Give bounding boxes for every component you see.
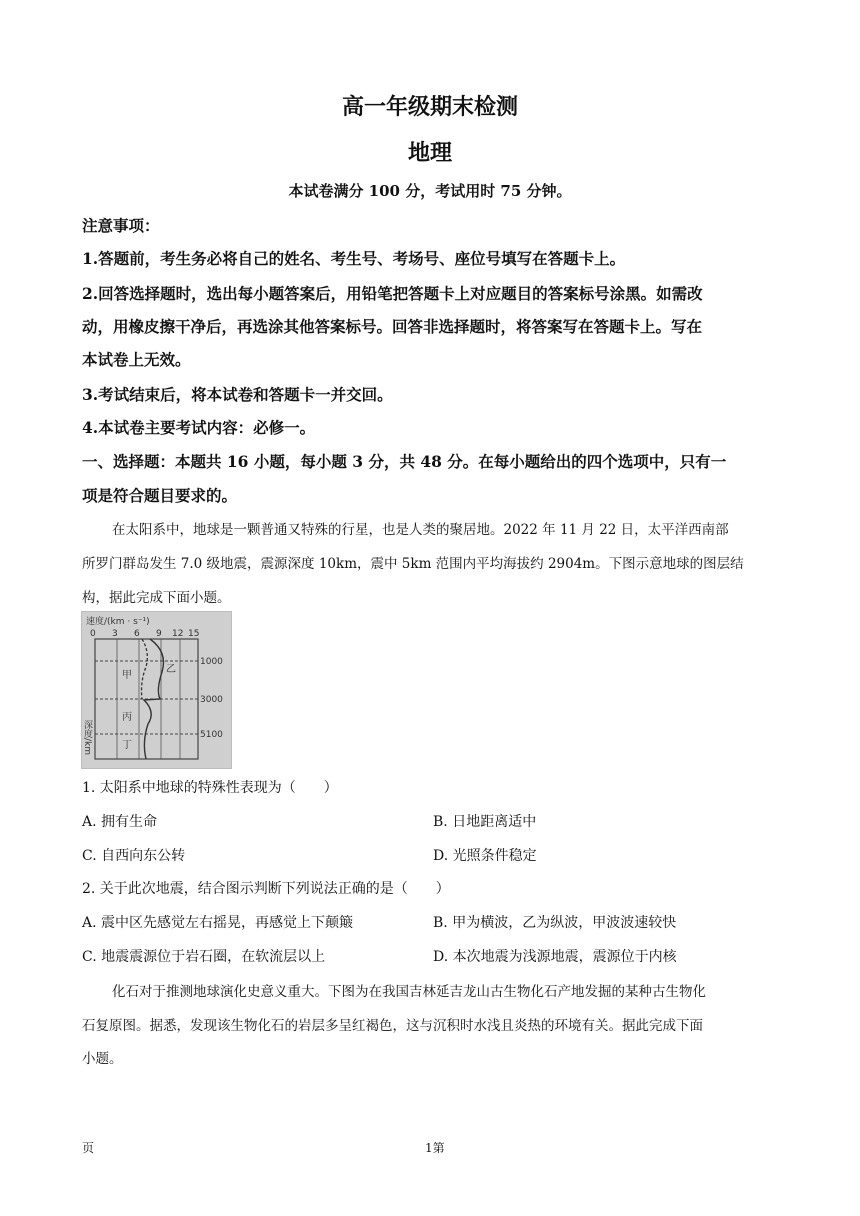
- zone-label: 乙: [166, 664, 176, 675]
- question-option: A. 拥有生命: [82, 814, 158, 830]
- notes-heading: 注意事项：: [82, 216, 160, 235]
- notes-line: 1.答题前，考生务必将自己的姓名、考生号、考场号、座位号填写在答题卡上。: [82, 249, 626, 268]
- notes-line: 动，用橡皮擦干净后，再选涂其他答案标号。回答非选择题时，将答案写在答题卡上。写在: [82, 317, 703, 336]
- passage-line: 所罗门群岛发生 7.0 级地震，震源深度 10km，震中 5km 范围内平均海拔约 2904m。下图示意地球的图层结: [82, 556, 744, 572]
- speed-tick: 12: [172, 629, 184, 639]
- footer-page-number: 1第: [425, 1141, 445, 1155]
- question-stem: 2. 关于此次地震，结合图示判断下列说法正确的是（ ）: [82, 881, 450, 897]
- passage-line: 石复原图。据悉，发现该生物化石的岩层多呈红褐色，这与沉积时水浅且炎热的环境有关。据此完成下面: [82, 1018, 703, 1034]
- footer-left: 页: [82, 1141, 95, 1155]
- notes-line: 3.考试结束后，将本试卷和答题卡一并交回。: [82, 385, 393, 404]
- section-heading: 项是符合题目要求的。: [82, 486, 238, 505]
- zone-label: 丁: [122, 740, 132, 751]
- speed-label: 速度/(km · s⁻¹): [86, 617, 150, 627]
- question-option: D. 光照条件稳定: [433, 848, 537, 864]
- depth-tick: 1000: [200, 657, 223, 667]
- question-option: B. 甲为横波，乙为纵波，甲波波速较快: [433, 915, 677, 931]
- question-stem: 1. 太阳系中地球的特殊性表现为（ ）: [82, 780, 338, 796]
- depth-tick: 3000: [200, 695, 223, 705]
- speed-tick: 6: [134, 629, 140, 639]
- question-option: D. 本次地震为浅源地震，震源位于内核: [433, 949, 677, 965]
- exam-info: 本试卷满分 100 分，考试用时 75 分钟。: [288, 182, 572, 200]
- notes-line: 本试卷上无效。: [82, 350, 191, 369]
- speed-tick: 3: [112, 629, 118, 639]
- passage-line: 在太阳系中，地球是一颗普通又特殊的行星，也是人类的聚居地。2022 年 11 月 22 日，太平洋西南部: [112, 522, 729, 538]
- depth-label: 深度/km: [82, 720, 92, 756]
- question-option: B. 日地距离适中: [433, 814, 537, 830]
- depth-tick: 5100: [200, 730, 223, 740]
- passage-line: 化石对于推测地球演化史意义重大。下图为在我国吉林延吉龙山古生物化石产地发掘的某种古生物化: [112, 984, 706, 1000]
- passage-line: 小题。: [82, 1051, 123, 1067]
- notes-line: 2.回答选择题时，选出每小题答案后，用铅笔把答题卡上对应题目的答案标号涂黑。如需改: [82, 284, 703, 303]
- subject-title: 地理: [407, 140, 452, 166]
- question-option: C. 自西向东公转: [82, 848, 186, 864]
- notes-line: 4.本试卷主要考试内容：必修一。: [82, 418, 316, 437]
- speed-tick: 9: [156, 629, 162, 639]
- question-option: A. 震中区先感觉左右摇晃，再感觉上下颠簸: [82, 915, 354, 931]
- section-heading: 一、选择题：本题共 16 小题，每小题 3 分，共 48 分。在每小题给出的四个选项中，只有一: [82, 452, 727, 471]
- page-title: 高一年级期末检测: [341, 94, 518, 120]
- earth-layers-figure: [81, 611, 232, 769]
- speed-tick: 15: [188, 629, 200, 639]
- speed-tick: 0: [90, 629, 96, 639]
- zone-label: 丙: [122, 712, 132, 723]
- passage-line: 构，据此完成下面小题。: [82, 590, 231, 606]
- zone-label: 甲: [122, 670, 132, 681]
- earth-layers-diagram: [82, 612, 231, 768]
- question-option: C. 地震震源位于岩石圈，在软流层以上: [82, 949, 326, 965]
